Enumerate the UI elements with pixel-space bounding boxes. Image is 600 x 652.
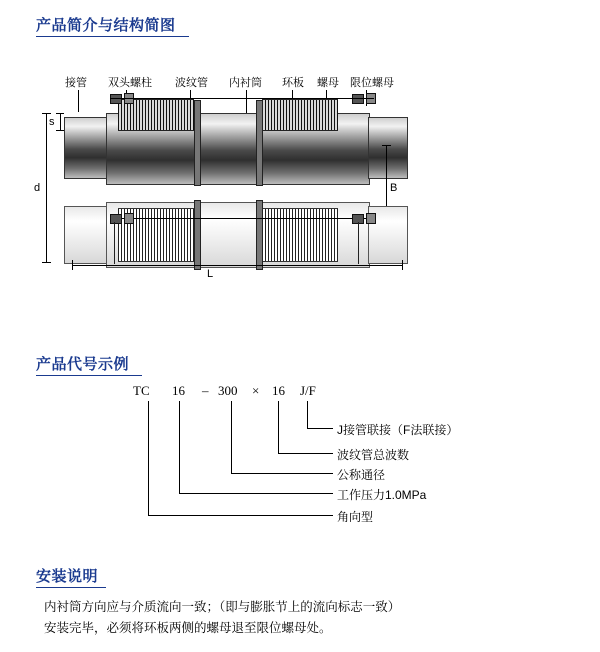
- code-leader-vertical-type: [148, 401, 149, 515]
- code-desc-wave-count: 波纹管总波数: [337, 448, 410, 462]
- section-title-underline-install: [36, 587, 106, 588]
- callout-label-liner: 内衬筒: [229, 77, 262, 89]
- dimension-label-l: L: [207, 268, 214, 280]
- code-token-times: ×: [252, 383, 260, 398]
- upper-tie-rod: [110, 98, 374, 99]
- leader-line-inlet-pipe: [78, 90, 79, 112]
- lower-bolt-stem-right: [358, 222, 359, 264]
- lower-nut-left: [124, 213, 134, 224]
- code-token-connection: J/F: [300, 383, 316, 398]
- callout-label-ring-plate: 环板: [282, 77, 304, 89]
- lower-bolt-stem-left: [114, 222, 115, 264]
- lower-tie-rod: [110, 218, 374, 219]
- upper-stud-bolt-right: [352, 94, 364, 104]
- dimension-tick-l-left: [72, 260, 73, 270]
- code-desc-diameter: 公称通径: [337, 468, 386, 482]
- code-leader-horizontal-connection: [307, 428, 333, 429]
- callout-label-limit-nut: 限位螺母: [350, 77, 394, 89]
- lower-left-pipe: [64, 206, 108, 264]
- dimension-line-s: [60, 113, 61, 131]
- code-leader-vertical-diameter: [231, 401, 232, 473]
- code-token-diameter: 300: [218, 383, 238, 398]
- dimension-label-b: B: [390, 182, 398, 194]
- dimension-tick-b-top: [382, 145, 391, 146]
- callout-label-inlet-pipe: 接管: [65, 77, 87, 89]
- dimension-label-s: s: [49, 116, 55, 128]
- code-desc-pressure: 工作压力1.0MPa: [337, 488, 427, 502]
- callout-label-bellows: 波纹管: [175, 77, 208, 89]
- code-leader-horizontal-wave-count: [278, 453, 333, 454]
- dimension-tick-l-right: [402, 260, 403, 270]
- callout-label-nut: 螺母: [317, 77, 339, 89]
- code-leader-horizontal-pressure: [179, 493, 333, 494]
- code-token-dash: –: [202, 383, 209, 398]
- lower-bellows-right: [262, 208, 338, 262]
- code-leader-horizontal-type: [148, 515, 333, 516]
- dimension-label-d: d: [34, 182, 41, 194]
- callout-label-stud-bolt: 双头螺柱: [108, 77, 152, 89]
- dimension-line-d: [46, 113, 47, 263]
- dimension-line-l: [72, 265, 402, 266]
- dimension-tick-d-bottom: [42, 262, 51, 263]
- code-token-wave-count: 16: [272, 383, 285, 398]
- upper-ring-plate-right: [256, 100, 263, 186]
- code-leader-vertical-wave-count: [278, 401, 279, 453]
- code-leader-vertical-pressure: [179, 401, 180, 493]
- dimension-tick-s-bottom: [56, 130, 64, 131]
- code-desc-connection: J接管联接（F法联接）: [337, 423, 459, 437]
- upper-right-pipe: [368, 117, 408, 179]
- upper-left-pipe: [64, 117, 108, 179]
- lower-ring-plate-right: [256, 200, 263, 270]
- dimension-tick-d-top: [42, 113, 51, 114]
- lower-ring-plate-left: [194, 200, 201, 270]
- install-note-line-2: 安装完毕，必须将环板两侧的螺母退至限位螺母处。: [44, 621, 332, 635]
- code-leader-horizontal-diameter: [231, 473, 333, 474]
- section-title-code: 产品代号示例: [36, 356, 130, 373]
- upper-bellows-right: [262, 99, 338, 131]
- upper-stud-bolt-left: [110, 94, 122, 104]
- lower-stud-bolt-left: [110, 214, 122, 224]
- structure-diagram: [0, 60, 600, 310]
- section-title-underline-intro: [36, 36, 189, 37]
- lower-nut-right: [366, 213, 376, 224]
- install-notes: [44, 597, 564, 639]
- product-code-diagram: [0, 375, 600, 540]
- section-title-install: 安装说明: [36, 568, 99, 585]
- section-title-intro: 产品简介与结构简图: [36, 17, 176, 34]
- install-note-line-1: 内衬筒方向应与介质流向一致；（即与膨胀节上的流向标志一致）: [44, 600, 401, 614]
- code-leader-vertical-connection: [307, 401, 308, 428]
- code-token-tc: TC: [133, 383, 150, 398]
- code-desc-type: 角向型: [337, 510, 374, 524]
- dimension-tick-s-top: [56, 113, 64, 114]
- upper-ring-plate-left: [194, 100, 201, 186]
- code-token-pressure: 16: [172, 383, 185, 398]
